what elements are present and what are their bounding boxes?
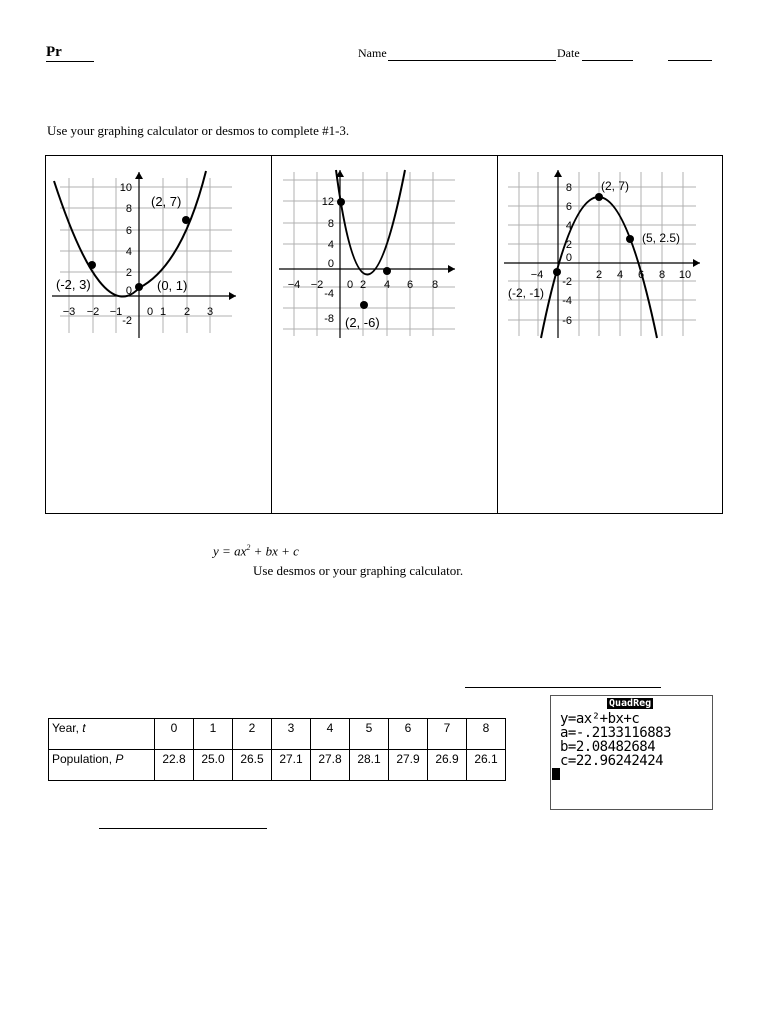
table-cell: 6 bbox=[389, 719, 428, 750]
table-cell: 22.8 bbox=[155, 750, 194, 781]
point-label: (-2, 3) bbox=[56, 277, 91, 292]
name-label: Name bbox=[358, 46, 387, 60]
x-tick-label: 2 bbox=[595, 269, 603, 281]
table-row bbox=[49, 719, 506, 750]
y-tick-label: 6 bbox=[565, 201, 572, 213]
y-tick-label: 6 bbox=[125, 225, 132, 237]
x-tick-label: −4 bbox=[287, 279, 301, 291]
x-tick-label: 8 bbox=[431, 279, 439, 291]
graphs-divider bbox=[497, 155, 498, 514]
date-label: Date bbox=[557, 46, 580, 60]
period-field-line[interactable] bbox=[668, 60, 712, 61]
y-tick-label: -2 bbox=[562, 276, 572, 288]
table-cell: 26.5 bbox=[233, 750, 272, 781]
x-tick-label: 10 bbox=[678, 269, 692, 281]
table-cell: 27.9 bbox=[389, 750, 428, 781]
x-tick-label: −3 bbox=[62, 306, 76, 318]
graphs-divider bbox=[271, 155, 272, 514]
data-point bbox=[595, 193, 603, 201]
x-tick-label: −2 bbox=[86, 306, 100, 318]
equation-exponent: 2 bbox=[246, 543, 251, 552]
data-point bbox=[553, 268, 561, 276]
y-tick-label: 8 bbox=[565, 182, 572, 194]
table-cell: 4 bbox=[311, 719, 350, 750]
y-tick-label: -4 bbox=[324, 288, 334, 300]
x-tick-label: 6 bbox=[406, 279, 414, 291]
x-tick-label: 4 bbox=[383, 279, 391, 291]
calculator-line: b=2.08482684 bbox=[560, 739, 656, 755]
x-tick-label: 0 bbox=[146, 306, 154, 318]
table-cell: 3 bbox=[272, 719, 311, 750]
equation-rest: + bx + c bbox=[250, 543, 299, 559]
y-tick-label: 4 bbox=[125, 246, 132, 258]
data-point bbox=[383, 267, 391, 275]
parabola-curve bbox=[336, 170, 405, 275]
x-tick-label: −4 bbox=[530, 269, 544, 281]
equation-equals: = bbox=[218, 543, 235, 559]
row-header-variable: P bbox=[115, 752, 124, 766]
answer-line[interactable] bbox=[465, 687, 661, 688]
y-tick-label: -4 bbox=[562, 295, 572, 307]
table-row-header bbox=[49, 750, 155, 781]
calculator-line: y=ax²+bx+c bbox=[560, 711, 640, 727]
point-label: (2, 7) bbox=[151, 194, 182, 209]
x-tick-label: 3 bbox=[206, 306, 214, 318]
y-tick-label: -8 bbox=[324, 313, 334, 325]
y-tick-label: -2 bbox=[122, 315, 132, 327]
y-tick-label: 4 bbox=[565, 220, 572, 232]
name-field-line[interactable] bbox=[388, 60, 556, 61]
data-point bbox=[360, 301, 368, 309]
graph-2 bbox=[279, 168, 461, 340]
calculator-line: c=22.96242424 bbox=[560, 753, 664, 769]
table-cell: 26.9 bbox=[428, 750, 467, 781]
data-point bbox=[88, 261, 96, 269]
y-tick-label: 0 bbox=[125, 285, 132, 297]
x-tick-label: −1 bbox=[109, 306, 123, 318]
calculator-screen bbox=[550, 695, 713, 810]
y-tick-label: 4 bbox=[327, 239, 334, 251]
x-tick-label: 0 bbox=[346, 279, 354, 291]
data-point bbox=[626, 235, 634, 243]
point-label: (-2, -1) bbox=[508, 286, 544, 300]
x-tick-label: 1 bbox=[159, 306, 167, 318]
data-point bbox=[337, 198, 345, 206]
y-tick-label: 0 bbox=[327, 258, 334, 270]
header-pr-label: Pr bbox=[46, 44, 62, 60]
calculator-line: a=-.2133116883 bbox=[560, 725, 672, 741]
calculator-cursor bbox=[552, 768, 560, 780]
x-tick-label: 2 bbox=[359, 279, 367, 291]
data-point bbox=[182, 216, 190, 224]
y-tick-label: 2 bbox=[565, 239, 572, 251]
graph-1 bbox=[52, 168, 242, 340]
y-tick-label: -6 bbox=[562, 315, 572, 327]
x-tick-label: 2 bbox=[183, 306, 191, 318]
calculator-title: QuadReg bbox=[609, 698, 652, 709]
y-tick-label: 10 bbox=[119, 182, 132, 194]
point-label: (2, -6) bbox=[345, 315, 380, 330]
y-tick-label: 0 bbox=[565, 252, 572, 264]
quadratic-equation bbox=[213, 543, 299, 559]
equation-y: y bbox=[213, 543, 219, 559]
data-point bbox=[135, 283, 143, 291]
instructions-text: Use your graphing calculator or desmos to complete #1-3. bbox=[47, 123, 350, 138]
table-cell: 25.0 bbox=[194, 750, 233, 781]
population-table bbox=[48, 718, 506, 781]
y-tick-label: 12 bbox=[321, 196, 334, 208]
y-tick-label: 2 bbox=[125, 267, 132, 279]
x-tick-label: 8 bbox=[658, 269, 666, 281]
table-cell: 26.1 bbox=[467, 750, 506, 781]
x-tick-label: −2 bbox=[310, 279, 324, 291]
row-header-variable: t bbox=[82, 721, 86, 735]
date-field-line[interactable] bbox=[582, 60, 633, 61]
answer-line[interactable] bbox=[99, 828, 267, 829]
x-tick-label: 4 bbox=[616, 269, 624, 281]
table-row bbox=[49, 750, 506, 781]
equation-ax: ax bbox=[234, 543, 247, 559]
table-row-header bbox=[49, 719, 155, 750]
table-cell: 0 bbox=[155, 719, 194, 750]
row-header-label: Population, bbox=[52, 752, 116, 766]
table-cell: 7 bbox=[428, 719, 467, 750]
table-cell: 5 bbox=[350, 719, 389, 750]
table-cell: 28.1 bbox=[350, 750, 389, 781]
table-cell: 2 bbox=[233, 719, 272, 750]
pr-underline bbox=[46, 61, 94, 62]
table-cell: 8 bbox=[467, 719, 506, 750]
row-header-label: Year, bbox=[52, 721, 83, 735]
use-desmos-note: Use desmos or your graphing calculator. bbox=[253, 563, 464, 578]
x-tick-label: 6 bbox=[637, 269, 645, 281]
y-tick-label: 8 bbox=[327, 218, 334, 230]
table-cell: 27.1 bbox=[272, 750, 311, 781]
y-tick-label: 8 bbox=[125, 203, 132, 215]
table-cell: 27.8 bbox=[311, 750, 350, 781]
graph-3 bbox=[504, 168, 704, 340]
table-cell: 1 bbox=[194, 719, 233, 750]
point-label: (2, 7) bbox=[601, 179, 630, 193]
point-label: (0, 1) bbox=[157, 278, 188, 293]
point-label: (5, 2.5) bbox=[642, 231, 681, 245]
